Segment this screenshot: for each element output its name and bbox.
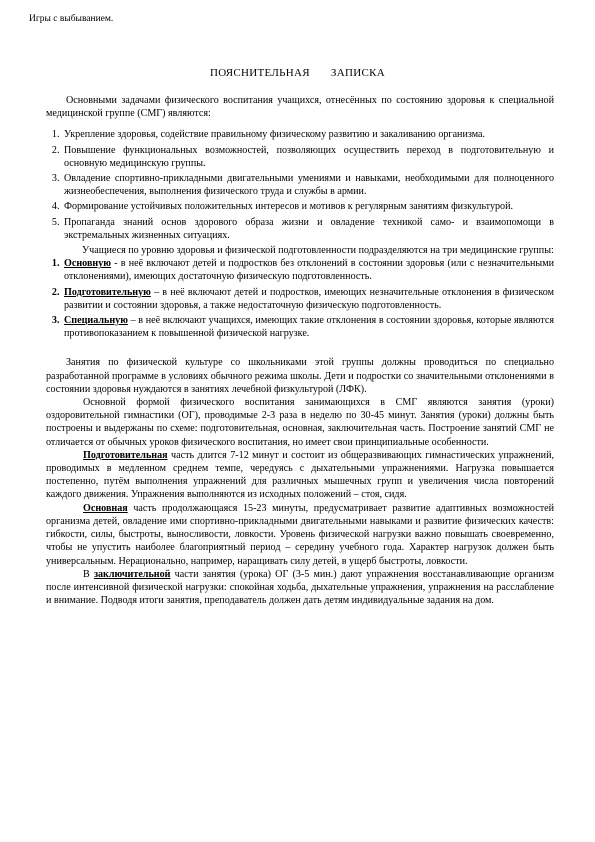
group-item bbox=[62, 314, 554, 340]
group-term: Специальную bbox=[64, 315, 128, 327]
final-term: заключительной bbox=[93, 568, 171, 580]
group-text: – в неё включают учащихся, имеющих такие отклонения в состоянии здоровья, которые являются противопоказанием к повышенной физической нагрузке. bbox=[64, 315, 554, 340]
intro-paragraph: Основными задачами физического воспитания учащихся, отнесённых по состоянию здоровья к специальной медицинской группе (СМГ) являются: bbox=[46, 95, 554, 120]
group-term: Основную bbox=[64, 258, 111, 270]
task-item: 5. Пропаганда знаний основ здорового образа жизни и овладение техникой само- и взаимопомощи в экстремальных жизненных ситуациях. bbox=[62, 216, 554, 242]
task-item: 2. Повышение функциональных возможностей, позволяющих осуществить переход в подготовительную и основную медицинскую группы. bbox=[62, 144, 554, 170]
main-text: часть продолжающаяся 15-23 минуты, предусматривает развитие адаптивных возможностей организма детей, овладение ими спортивно-прикладными двигательными навыками и развитие физических качеств: гибкости, силы, быстроты, выносливости, ловкости. Уровень физической нагрузки важно повышать своевременно, чтобы не упустить наиболее благоприятный период – середину учебного года. Характер нагрузок должен быть универсальным. Нерационально, например, наращивать силу детей, в ущерб быстроты, ловкости. bbox=[46, 502, 554, 567]
group-term: Подготовительную bbox=[64, 286, 151, 298]
final-paragraph bbox=[46, 568, 554, 608]
task-item: 4. Формирование устойчивых положительных интересов и мотивов к регулярным занятиям физкультурой. bbox=[62, 200, 554, 213]
form-paragraph: Основной формой физического воспитания занимающихся в СМГ являются занятия (уроки) оздоровительной гимнастики (ОГ), проводимые 2-3 раза в неделю по 30-45 минут. Занятия (уроки) должны быть построены и выдержаны по схеме: подготовительная, основная, заключительная часть. Построение занятий СМГ не отличается от обычных уроков физического воспитания, но имеет свои принципиальные особенности. bbox=[46, 397, 554, 448]
task-item: 3. Овладение спортивно-прикладными двигательными умениями и навыками, необходимыми для полноценного жизнеобеспечения, выполнения физического труда и службы в армии. bbox=[62, 172, 554, 198]
task-item: 1. Укрепление здоровья, содействие правильному физическому развитию и закаливанию организма. bbox=[62, 128, 554, 141]
spacer bbox=[46, 342, 554, 356]
final-text: части занятия (урока) ОГ (3-5 мин.) дают упражнения восстанавливающие организм после интенсивной физической нагрузки: спокойная ходьба, дыхательные упражнения, упражнения на расслабление и внимание. Подводя итоги занятия, преподаватель должен дать детям индивидуальные задания на дом. bbox=[46, 568, 555, 607]
final-prefix: В bbox=[83, 568, 94, 580]
prep-text: часть длится 7-12 минут и состоит из общеразвивающих гимнастических упражнений, проводимых в медленном среднем темпе, чередуясь с дыхательными упражнениями. Нагрузка повышается постепенно, путём выполнения упражнений для различных мышечных групп и увеличения числа повторений каждого движения. Упражнения выполняются из исходных положений – стоя, сидя. bbox=[46, 449, 554, 501]
group-text: – в неё включают детей и подростков, имеющих незначительные отклонения в физическом развитии и состоянии здоровья, а также недостаточную физическую подготовленность. bbox=[64, 286, 554, 311]
document-body bbox=[46, 94, 554, 607]
header-note: Игры с выбыванием. bbox=[29, 14, 114, 24]
lfk-paragraph: Занятия по физической культуре со школьниками этой группы должны проводиться по специально разработанной программе в условиях обычного режима школы. Дети и подростки со значительными отклонениями в состоянии здоровья нуждаются в занятиях лечебной физкультурой (ЛФК). bbox=[46, 357, 554, 395]
group-item bbox=[62, 286, 554, 312]
tasks-list bbox=[46, 128, 554, 242]
group-text: - в неё включают детей и подростков без отклонений в состоянии здоровья (или с незначительными отклонениями), имеющих достаточную физическую подготовленность. bbox=[64, 258, 554, 283]
groups-list bbox=[46, 257, 554, 340]
document-title: ПОЯСНИТЕЛЬНАЯ ЗАПИСКА bbox=[210, 67, 385, 79]
main-paragraph bbox=[46, 502, 554, 568]
groups-intro: Учащиеся по уровню здоровья и физической подготовленности подразделяются на три медицинские группы: bbox=[82, 245, 554, 257]
group-item bbox=[62, 257, 554, 283]
prep-term: Подготовительная bbox=[83, 449, 168, 461]
prep-paragraph bbox=[46, 449, 554, 502]
main-term: Основная bbox=[83, 502, 128, 514]
